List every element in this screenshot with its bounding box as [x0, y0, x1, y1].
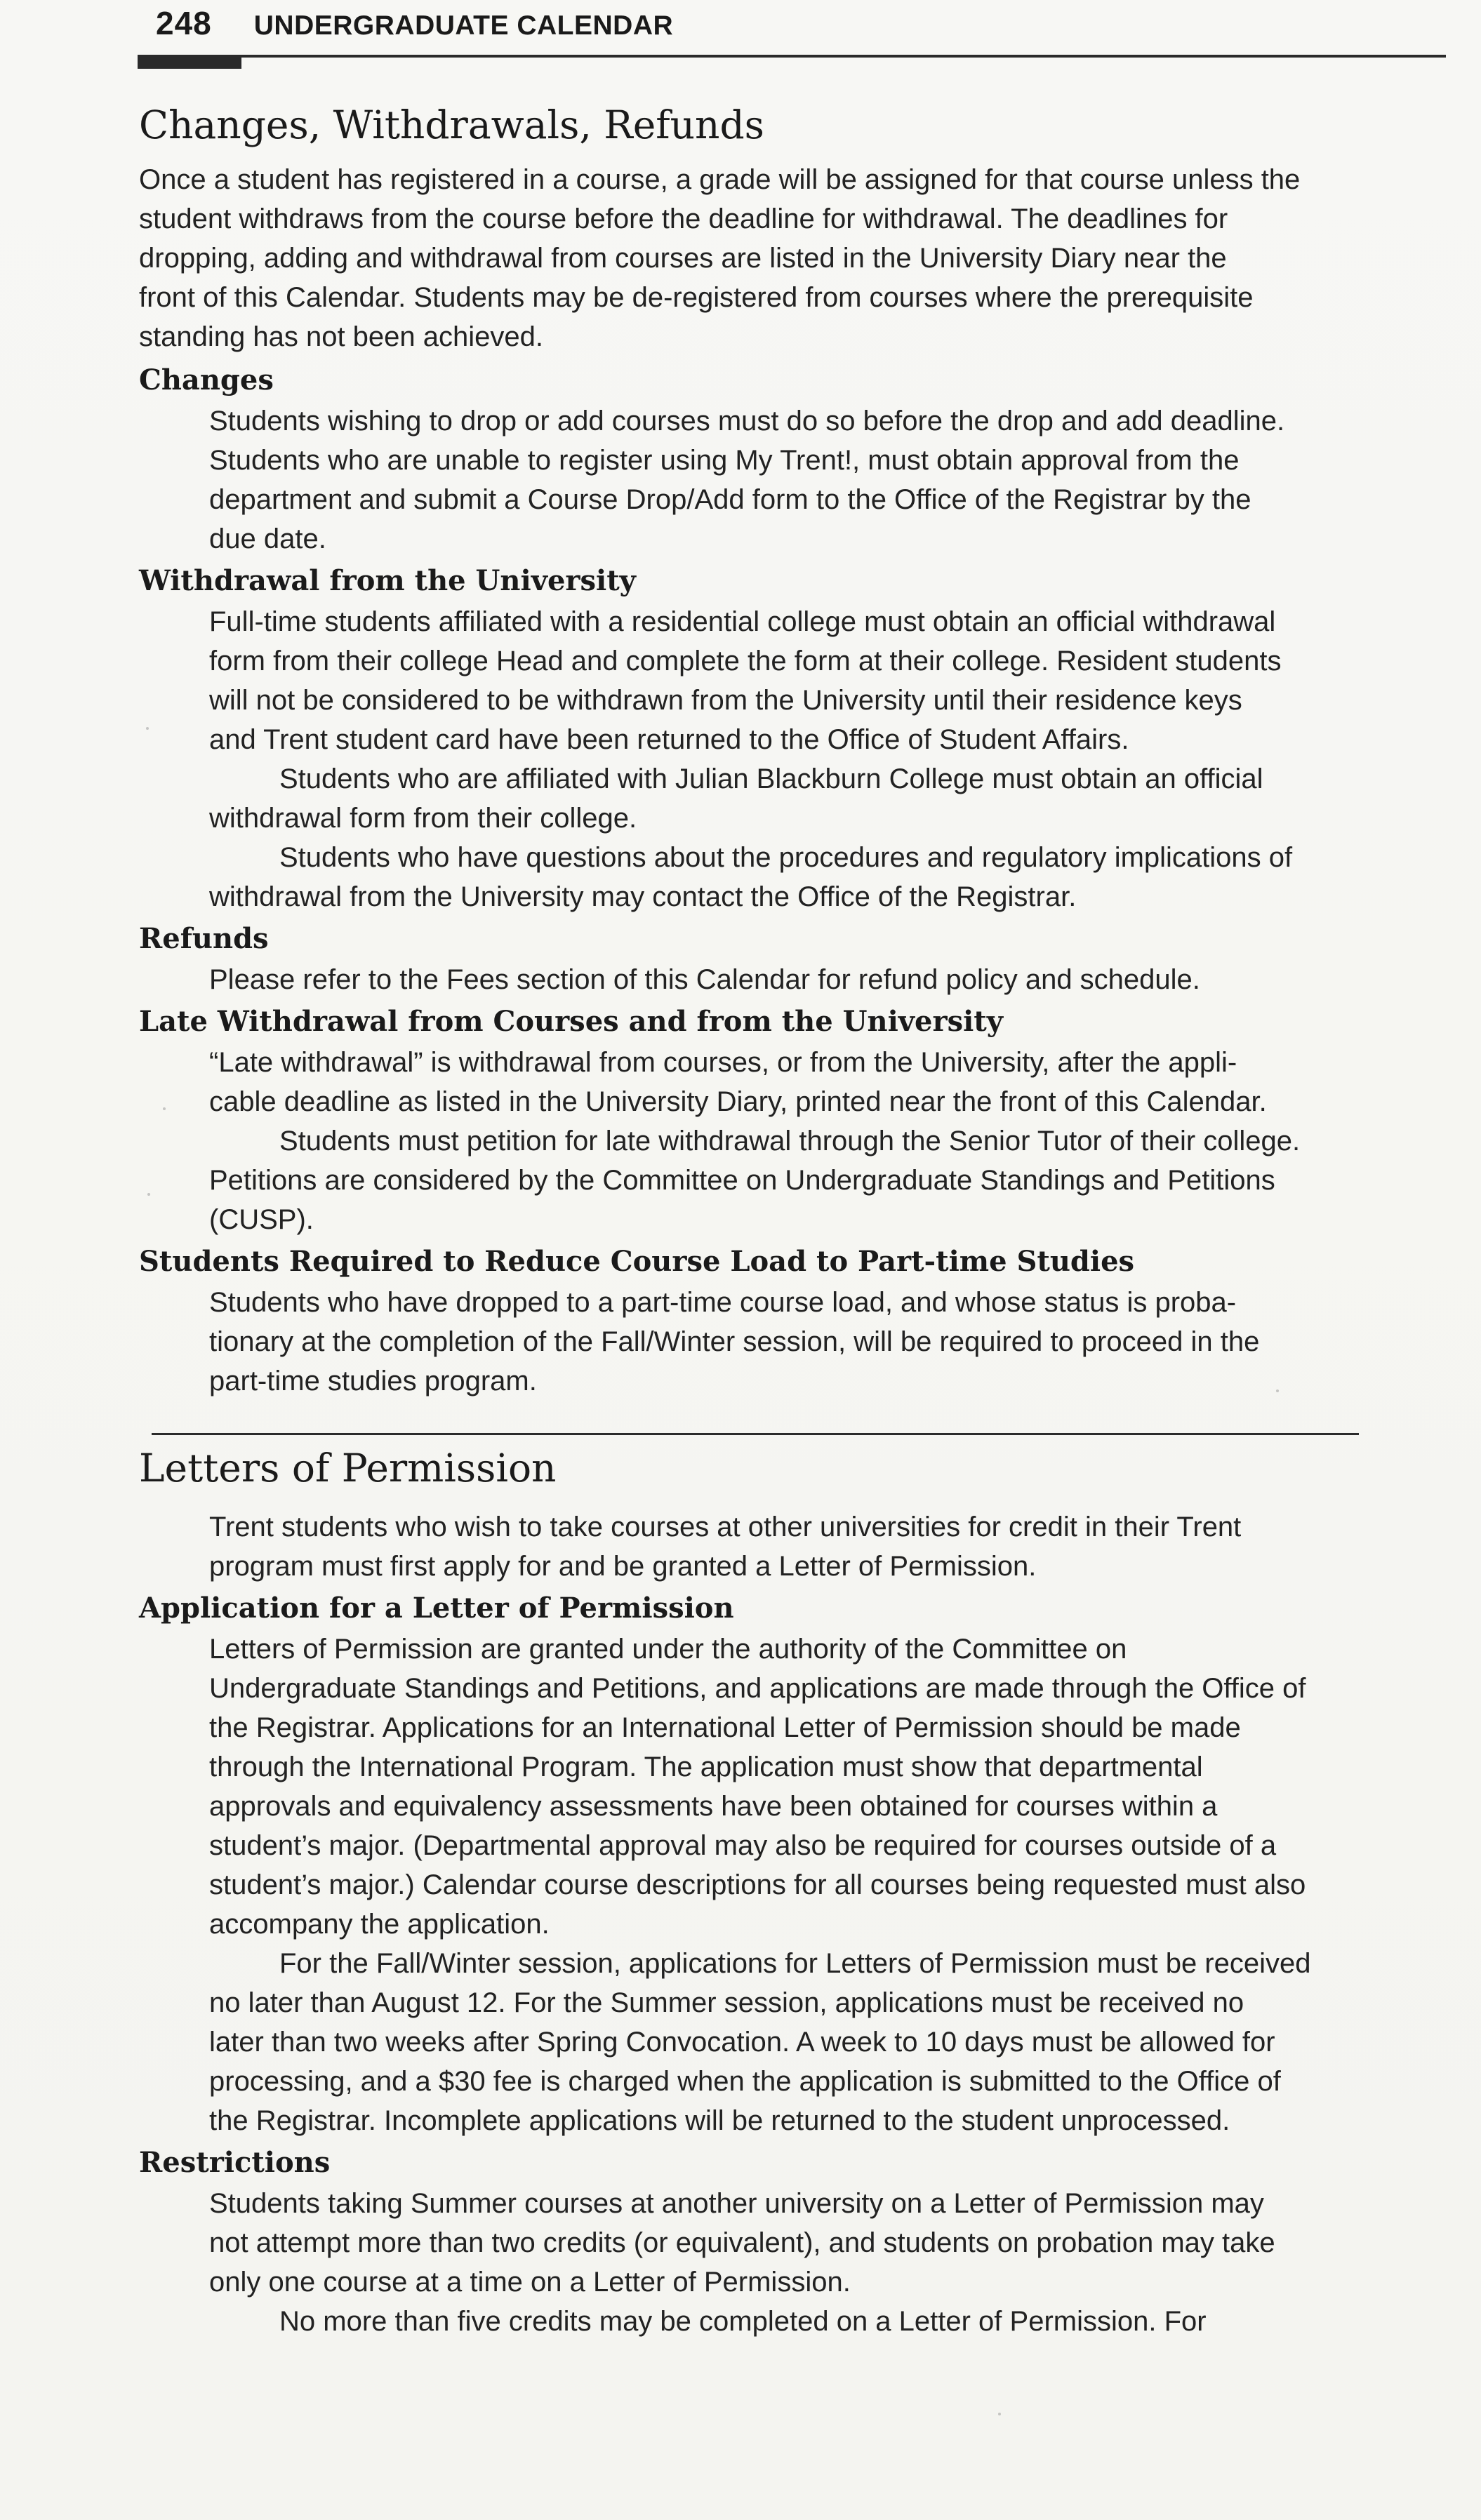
body-line: Students taking Summer courses at another university on a Letter of Permission may — [209, 2188, 1264, 2219]
scan-speck — [163, 1107, 166, 1110]
subhead-withdrawal: Withdrawal from the University — [139, 564, 636, 597]
subhead-application: Application for a Letter of Permission — [139, 1592, 734, 1625]
body-line: no later than August 12. For the Summer session, applications must be received no — [209, 1987, 1244, 2018]
page-number: 248 — [156, 5, 212, 41]
body-line: “Late withdrawal” is withdrawal from courses, or from the University, after the appli- — [209, 1047, 1237, 1078]
body-line: through the International Program. The application must show that departmental — [209, 1752, 1203, 1782]
body-line: the Registrar. Applications for an International Letter of Permission should be made — [209, 1712, 1241, 1743]
body-line: not attempt more than two credits (or equivalent), and students on probation may take — [209, 2227, 1275, 2258]
intro-line: dropping, adding and withdrawal from courses are listed in the University Diary near the — [139, 243, 1227, 274]
body-line: department and submit a Course Drop/Add form to the Office of the Registrar by the — [209, 484, 1251, 515]
section-divider — [152, 1433, 1359, 1435]
subhead-refunds: Refunds — [139, 922, 269, 955]
scan-speck — [1276, 1389, 1279, 1392]
body-line: tionary at the completion of the Fall/Winter session, will be required to proceed in the — [209, 1326, 1260, 1357]
body-line: Letters of Permission are granted under the authority of the Committee on — [209, 1634, 1127, 1665]
body-line: due date. — [209, 524, 326, 554]
body-line: (CUSP). — [209, 1204, 314, 1235]
body-line: student’s major. (Departmental approval may also be required for courses outside of a — [209, 1830, 1277, 1861]
body-line: student’s major.) Calendar course descriptions for all courses being requested must also — [209, 1869, 1306, 1900]
running-title: UNDERGRADUATE CALENDAR — [253, 11, 674, 41]
body-line: withdrawal from the University may contact the Office of the Registrar. — [209, 881, 1077, 912]
body-line: Please refer to the Fees section of this Calendar for refund policy and schedule. — [209, 964, 1200, 995]
section-title-letters: Letters of Permission — [139, 1446, 557, 1491]
body-line: only one course at a time on a Letter of Permission. — [209, 2267, 851, 2298]
body-line: Students who are unable to register using My Trent!, must obtain approval from the — [209, 445, 1240, 476]
body-line: Students wishing to drop or add courses must do so before the drop and add deadline. — [209, 406, 1285, 436]
body-line: Students must petition for late withdrawal through the Senior Tutor of their college. — [279, 1126, 1301, 1156]
body-line: processing, and a $30 fee is charged when the application is submitted to the Office of — [209, 2066, 1281, 2097]
scan-speck — [998, 2413, 1001, 2415]
body-line: part-time studies program. — [209, 1366, 537, 1396]
body-line: Full-time students affiliated with a residential college must obtain an official withdrawal — [209, 606, 1276, 637]
header-rule — [138, 55, 1446, 58]
body-line: accompany the application. — [209, 1909, 550, 1940]
subhead-reduce-load: Students Required to Reduce Course Load to Part-time Studies — [139, 1245, 1135, 1278]
intro-line: front of this Calendar. Students may be de-registered from courses where the prerequisite — [139, 282, 1254, 313]
body-line: approvals and equivalency assessments have been obtained for courses within a — [209, 1791, 1218, 1822]
subhead-changes: Changes — [139, 364, 274, 396]
body-line: form from their college Head and complete the form at their college. Resident students — [209, 646, 1282, 676]
body-line: will not be considered to be withdrawn from the University until their residence keys — [209, 685, 1242, 716]
intro-line: standing has not been achieved. — [139, 321, 543, 352]
body-line: program must first apply for and be granted a Letter of Permission. — [209, 1551, 1037, 1582]
body-line: Trent students who wish to take courses at other universities for credit in their Trent — [209, 1512, 1242, 1542]
body-line: For the Fall/Winter session, applications for Letters of Permission must be received — [279, 1948, 1311, 1979]
body-line: withdrawal form from their college. — [209, 803, 637, 834]
intro-line: Once a student has registered in a course, a grade will be assigned for that course unless the — [139, 164, 1301, 195]
subhead-late-withdrawal: Late Withdrawal from Courses and from the University — [139, 1005, 1003, 1038]
section-title-changes: Changes, Withdrawals, Refunds — [139, 102, 764, 147]
body-line: Petitions are considered by the Committee on Undergraduate Standings and Petitions — [209, 1165, 1275, 1196]
body-line: Students who are affiliated with Julian Blackburn College must obtain an official — [279, 764, 1263, 794]
scan-speck — [146, 727, 149, 730]
running-header — [156, 4, 673, 42]
body-line: Students who have dropped to a part-time course load, and whose status is proba- — [209, 1287, 1237, 1318]
body-line: and Trent student card have been returned to the Office of Student Affairs. — [209, 724, 1129, 755]
intro-line: student withdraws from the course before the deadline for withdrawal. The deadlines for — [139, 204, 1228, 234]
body-line: cable deadline as listed in the University Diary, printed near the front of this Calendar. — [209, 1086, 1267, 1117]
body-line: later than two weeks after Spring Convocation. A week to 10 days must be allowed for — [209, 2027, 1275, 2058]
body-line: No more than five credits may be completed on a Letter of Permission. For — [279, 2306, 1207, 2337]
body-line: Undergraduate Standings and Petitions, and applications are made through the Office of — [209, 1673, 1306, 1704]
body-line: Students who have questions about the procedures and regulatory implications of — [279, 842, 1293, 873]
body-line: the Registrar. Incomplete applications will be returned to the student unprocessed. — [209, 2105, 1230, 2136]
header-tab-mark — [138, 55, 241, 69]
scan-speck — [147, 1193, 150, 1196]
subhead-restrictions: Restrictions — [139, 2146, 331, 2179]
